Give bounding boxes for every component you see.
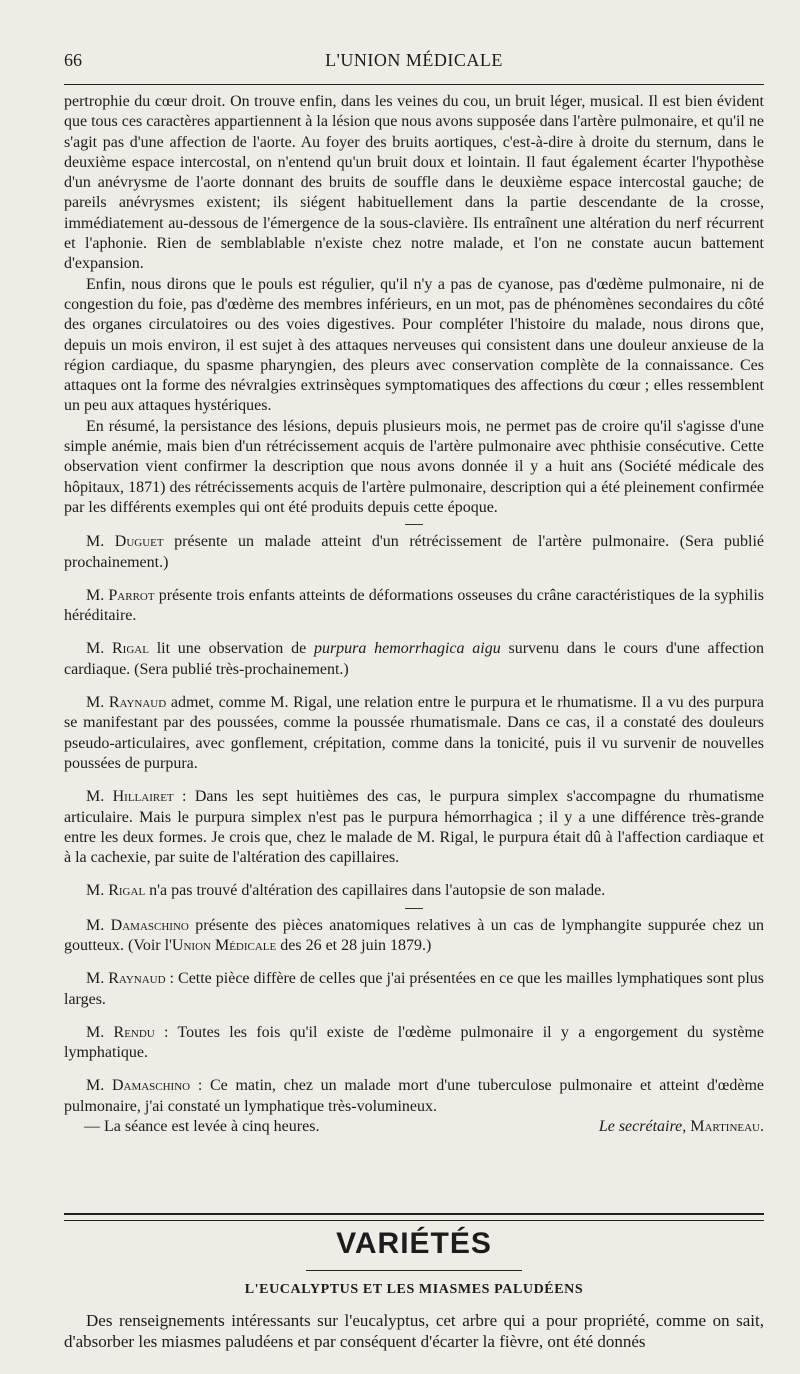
raynaud-paragraph: M. Raynaud admet, comme M. Rigal, une relation entre le purpura et le rhumatisme. Il a vu des purpura se manifestant par des poussées, comme la poussée rhumatismale. Dans ce cas, il a constaté des douleurs pseudo-articulaires, avec gonflement, crépitation, comme dans la tonicité, puis il vu survenir de nouvelles poussées de purpura. xyxy=(64,694,765,772)
speaker-name: M. Rigal xyxy=(86,640,149,658)
speaker-name: M. Rendu : xyxy=(86,1023,169,1041)
double-rule xyxy=(64,1213,764,1221)
secretary-signature: Le secrétaire, Martineau. xyxy=(598,1118,764,1136)
duguet-paragraph: M. Duguet présente un malade atteint d'un rétrécissement de l'artère pulmonaire. (Sera publié prochainement.) xyxy=(64,533,765,571)
page-number: 66 xyxy=(64,50,82,70)
rigal-reply-paragraph: M. Rigal n'a pas trouvé d'altération des capillaires dans l'autopsie de son malade. xyxy=(86,882,606,900)
running-head: L'UNION MÉDICALE xyxy=(325,50,503,70)
speaker-name: M. Duguet xyxy=(86,533,164,551)
article-text xyxy=(64,1310,764,1352)
speaker-name: M. Hillairet : xyxy=(86,788,187,806)
article-subtitle: L'EUCALYPTUS ET LES MIASMES PALUDÉENS xyxy=(244,1282,584,1297)
section-separator xyxy=(405,524,423,525)
parrot-paragraph: M. Parrot présente trois enfants atteints de déformations osseuses du crâne caractéristiques de la syphilis héréditaire. xyxy=(64,586,765,625)
header-rule xyxy=(64,84,764,85)
session-closing: — La séance est levée à cinq heures. xyxy=(84,1118,320,1136)
speaker-name: M. Damaschino xyxy=(86,916,189,934)
paragraph-1: pertrophie du cœur droit. On trouve enfin, dans les veines du cou, un bruit léger, musical. Il est bien évident que tous ces caractères appartiennent à la lésion que nous avons supposée dans l'artère pulmonaire, et qu'il ne s'agit pas d'une affection de l'aorte. Au foyer des bruits aortiques, c'est-à-dire à droite du sternum, dans le deuxième espace intercostal, on n'entend qu'un bruit doux et lointain. Il faut également écarter l'hypothèse d'un anévrysme de l'aorte donnant des bruits de souffle dans le deuxième espace intercostal gauche; de pareils anévrysmes existent; ils siégent habituellement dans la partie descendante de la crosse, immédiatement au-dessous de l'émergence de la sous-clavière. Ils entraînent une altération du nerf récurrent et l'aphonie. Rien de semblablable n'existe chez notre malade, et l'on ne constate aucun battement d'expansion. xyxy=(64,93,764,273)
title-rule xyxy=(306,1270,522,1271)
speaker-name: M. Raynaud xyxy=(86,694,167,712)
speaker-name: M. Parrot xyxy=(86,586,155,604)
body-text xyxy=(64,92,764,1137)
speaker-name: M. Raynaud : xyxy=(86,970,175,988)
section-separator xyxy=(405,908,423,909)
closing-line xyxy=(64,1117,764,1137)
damaschino-paragraph: M. Damaschino présente des pièces anatomiques relatives à un cas de lymphangite suppurée chez un goutteux. (Voir l'Union Médicale des 26 et 28 juin 1879.) xyxy=(64,916,764,954)
speaker-name: M. Damaschino : xyxy=(86,1077,203,1095)
page-header xyxy=(64,50,764,76)
rendu-paragraph: M. Rendu : Toutes les fois qu'il existe de l'œdème pulmonaire il y a engorgement du système lymphatique. xyxy=(64,1023,764,1062)
section-title: VARIÉTÉS xyxy=(336,1227,492,1260)
rigal-paragraph: M. Rigal lit une observation de purpura hemorrhagica aigu survenu dans le cours d'une affection cardiaque. (Sera publié très-prochainement.) xyxy=(64,640,765,678)
hillairet-paragraph: M. Hillairet : Dans les sept huitièmes des cas, le purpura simplex s'accompagne du rhumatisme articulaire. Mais le purpura simplex n'est pas le purpura hémorrhagica ; il y a une différence très-grande entre les deux formes. Je crois que, chez le malade de M. Rigal, le purpura était dû à l'affection cardiaque et à la cachexie, par suite de l'altération des capillaires. xyxy=(64,788,765,867)
speaker-name: M. Rigal xyxy=(86,882,146,900)
paragraph-3: En résumé, la persistance des lésions, depuis plusieurs mois, ne permet pas de croire qu'il s'agisse d'une simple anémie, mais bien d'un rétrécissement acquis de l'artère pulmonaire avec phthisie consécutive. Cette observation vient confirmer la description que nous avons donnée il y a huit ans (Société médicale des hôpitaux, 1871) des rétrécissements acquis de l'artère pulmonaire, description qui a été pleinement confirmée par les différents exemples qui ont été produits depuis cette époque. xyxy=(64,417,764,516)
raynaud-reply-paragraph: M. Raynaud : Cette pièce diffère de celles que j'ai présentées en ce que les mailles lymphatiques sont plus larges. xyxy=(64,970,765,1008)
damaschino-reply-paragraph: M. Damaschino : Ce matin, chez un malade mort d'une tuberculose pulmonaire et atteint d'œdème pulmonaire, j'ai constaté un lymphatique très-volumineux. xyxy=(64,1077,764,1115)
article-first-paragraph: Des renseignements intéressants sur l'eucalyptus, cet arbre qui a pour propriété, comme on sait, d'absorber les miasmes paludéens et par conséquent d'écarter la fièvre, ont été donnés xyxy=(64,1311,764,1351)
paragraph-2: Enfin, nous dirons que le pouls est régulier, qu'il n'y a pas de cyanose, pas d'œdème pulmonaire, ni de congestion du foie, pas d'œdème des membres inférieurs, en un mot, pas de phénomènes secondaires du côté des organes circulatoires ou des voies digestives. Pour compléter l'histoire du malade, nous dirons que, depuis un mois environ, il est sujet à des attaques nerveuses qui consistent dans une douleur anxieuse de la région cardiaque, du spasme pharyngien, des pleurs avec conservation complète de la connaissance. Ces attaques ont la forme des névralgies extrinsèques symptomatiques des affections du cœur ; elles ressemblent un peu aux attaques hystériques. xyxy=(64,275,764,415)
